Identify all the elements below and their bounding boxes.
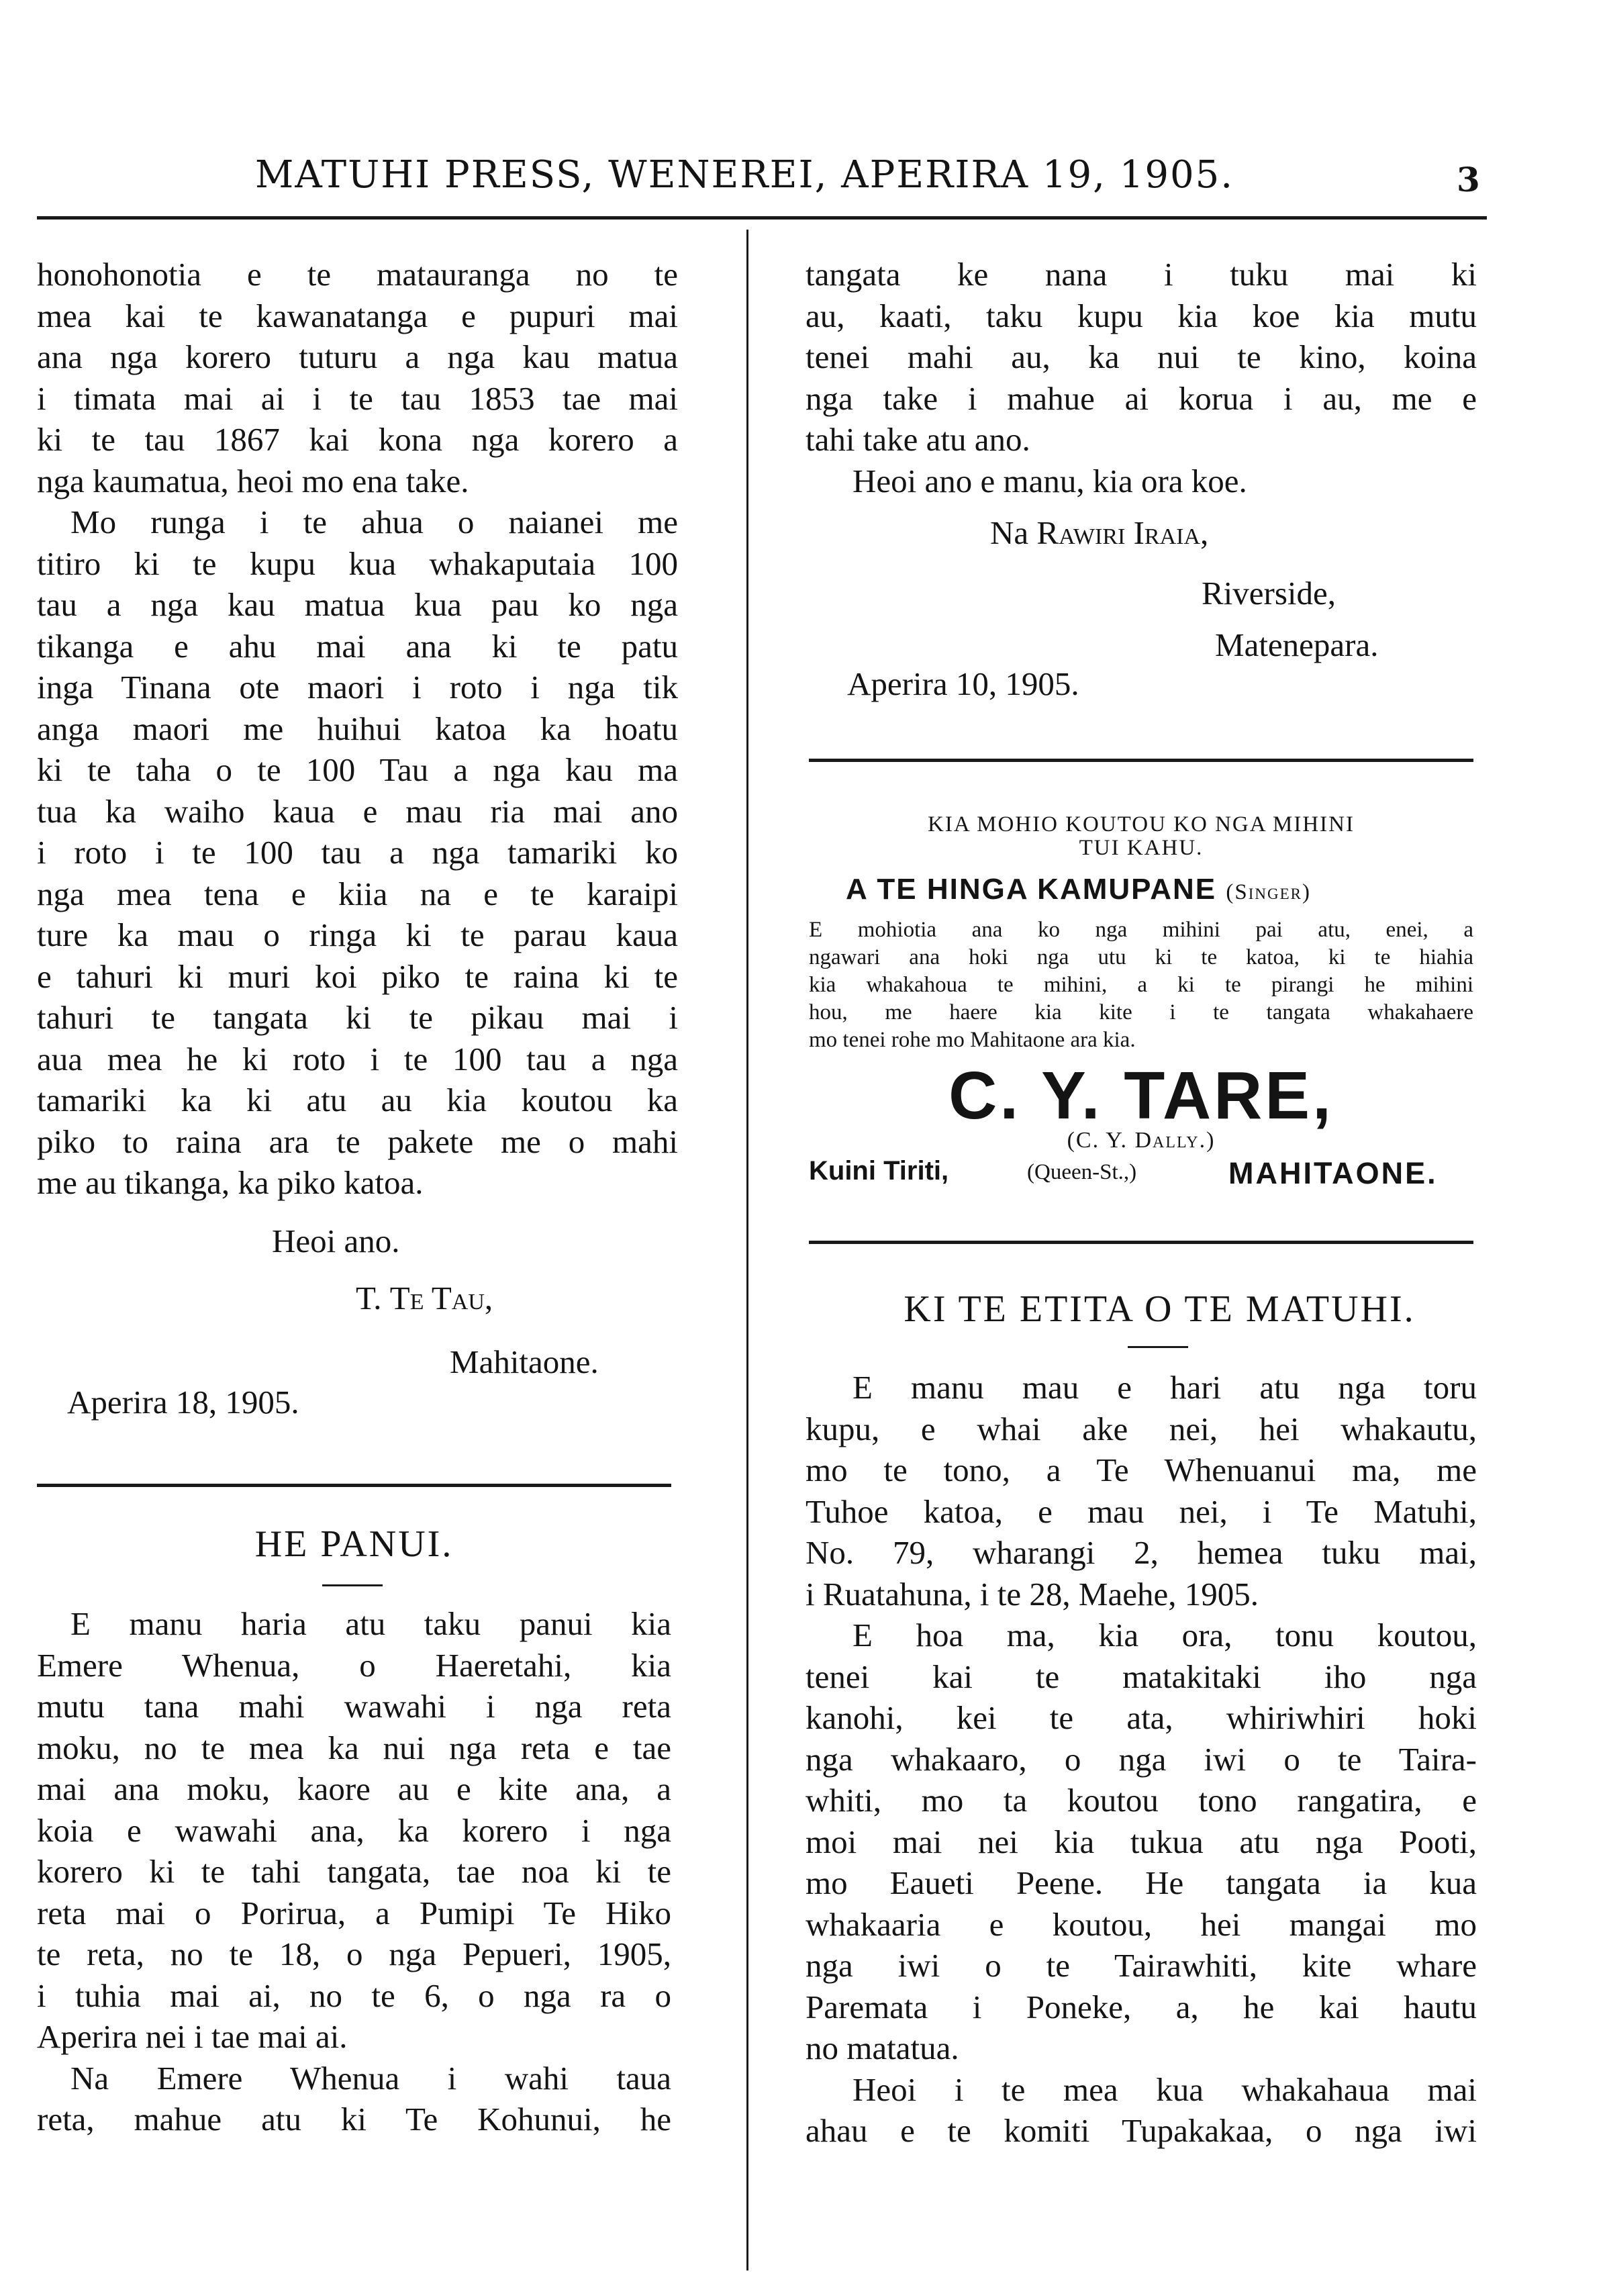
editor-letter-body [806, 1367, 1477, 2152]
closing-text: Heoi ano. [272, 1223, 400, 1259]
advert-street: Kuini Tiriti, [809, 1156, 949, 1186]
page-number: 3 [1457, 160, 1480, 199]
right-letter-para1 [806, 254, 1477, 461]
text-line: Mo runga i te ahua o naianei me [70, 504, 678, 540]
advert-agent-name: C. Y. TARE, [948, 1058, 1334, 1133]
text-line: ngawari ana hoki nga utu ki te katoa, ki te hiahia [809, 945, 1473, 969]
text-line: nga iwi o te Tairawhiti, kite whare [806, 1947, 1477, 1984]
editor-letter-heading: KI TE ETITA O TE MATUHI. [904, 1288, 1416, 1330]
column-divider [746, 230, 748, 2270]
company-note: (Singer) [1226, 880, 1311, 904]
advert-company [846, 873, 1311, 906]
signature-prefix: Na [990, 514, 1029, 551]
signature-place: Riverside, [1202, 575, 1336, 612]
left-letter-para2 [37, 501, 678, 1204]
page-header: MATUHI PRESS, WENEREI, APERIRA 19, 1905. [255, 153, 1234, 197]
text-line: whakaaria e koutou, hei mangai mo [806, 1905, 1477, 1943]
text-line: tikanga e ahu mai ana ki te patu [37, 627, 678, 665]
text-line: moku, no te mea ka nui nga reta e tae [37, 1729, 671, 1766]
text-line: nga take i mahue ai korua i au, me e [806, 379, 1477, 417]
text-line: nga kaumatua, heoi mo ena take. [37, 462, 469, 499]
text-line: kia whakahoua te mihini, a ki te pirangi he mihini [809, 973, 1473, 997]
advert-agent-english: (C. Y. Dally.) [1067, 1128, 1216, 1153]
text-line: aua mea he ki roto i te 100 tau a nga [37, 1040, 678, 1078]
text-line: inga Tinana ote maori i roto i nga tik [37, 669, 678, 706]
text-line: ki te tau 1867 kai kona nga korero a [37, 421, 678, 458]
text-line: tenei mahi au, ka nui te kino, koina [806, 338, 1477, 375]
panui-heading: HE PANUI. [254, 1523, 454, 1565]
signature-prefix: T. [356, 1280, 382, 1317]
text-line: ki te taha o te 100 Tau a nga kau ma [37, 751, 678, 788]
text-line: korero ki te tahi tangata, tae noa ki te [37, 1853, 671, 1890]
letter-signature [356, 1279, 493, 1317]
panui-body [37, 1603, 671, 2140]
section-divider [37, 1484, 671, 1487]
text-line: piko to raina ara te pakete me o mahi [37, 1122, 678, 1160]
text-line: Aperira nei i tae mai ai. [37, 2018, 348, 2055]
advert-headline: KIA MOHIO KOUTOU KO NGA MIHINI [928, 812, 1355, 836]
left-letter-body [37, 254, 678, 1204]
text-line: nga mea tena e kiia na e te karaipi [37, 875, 678, 912]
text-line: i tuhia mai ai, no te 6, o nga ra o [37, 1976, 671, 2014]
advert-headline: TUI KAHU. [1079, 836, 1204, 860]
text-line: mutu tana mahi wawahi i nga reta [37, 1688, 671, 1725]
text-line: Emere Whenua, o Haeretahi, kia [37, 1646, 671, 1684]
text-line: mo tenei rohe mo Mahitaone ara kia. [809, 1028, 1136, 1052]
signature-name: Rawiri Iraia, [1036, 514, 1209, 551]
text-line: E mohiotia ana ko nga mihini pai atu, enei, a [809, 918, 1473, 942]
text-line: tau a nga kau matua kua pau ko nga [37, 586, 678, 623]
text-line: E manu mau e hari atu nga toru [853, 1369, 1477, 1406]
left-letter-para1 [37, 254, 678, 501]
header-rule [37, 216, 1487, 220]
text-line: i roto i te 100 tau a nga tamariki ko [37, 834, 678, 871]
text-line: ture ka mau o ringa ki te parau kaua [37, 916, 678, 953]
heading-underline [322, 1584, 383, 1586]
text-line: honohonotia e te matauranga no te [37, 256, 678, 293]
text-line: E hoa ma, kia ora, tonu koutou, [853, 1617, 1477, 1654]
editor-letter-para2 [806, 1615, 1477, 2069]
advert-street-english: (Queen-St.,) [1027, 1160, 1137, 1184]
text-line: ahau e te komiti Tupakakaa, o nga iwi [806, 2112, 1477, 2149]
text-line: kupu, e whai ake nei, hei whakautu, [806, 1410, 1477, 1447]
text-line: Heoi i te mea kua whakahaua mai [853, 2070, 1477, 2108]
text-line: i Ruatahuna, i te 28, Maehe, 1905. [806, 1575, 1259, 1613]
text-line: mo Eaueti Peene. He tangata ia kua [806, 1864, 1477, 1901]
right-letter-signature [990, 514, 1208, 552]
text-line: i timata mai ai i te tau 1853 tae mai [37, 379, 678, 417]
text-line: mea kai te kawanatanga e pupuri mai [37, 297, 678, 334]
section-divider [809, 759, 1473, 762]
text-line: whiti, mo ta koutou tono rangatira, e [806, 1782, 1477, 1819]
editor-letter-para1 [806, 1367, 1477, 1615]
letter-date: Aperira 18, 1905. [67, 1384, 299, 1421]
advert-body [809, 916, 1473, 1054]
section-divider [809, 1241, 1473, 1244]
text-line: hou, me haere kia kite i te tangata whakahaere [809, 1000, 1473, 1024]
panui-para1 [37, 1603, 671, 2058]
text-line: kanohi, kei te ata, whiriwhiri hoki [806, 1699, 1477, 1736]
text-line: me au tikanga, ka piko katoa. [37, 1164, 424, 1201]
panui-para2 [37, 2058, 671, 2140]
text-line: nga whakaaro, o nga iwi o te Taira- [806, 1740, 1477, 1778]
heading-underline [1128, 1346, 1188, 1348]
text-line: e tahuri ki muri koi piko te raina ki te [37, 957, 678, 995]
text-line: reta, mahue atu ki Te Kohunui, he [37, 2101, 671, 2138]
company-name: A TE HINGA KAMUPANE [846, 873, 1217, 906]
letter-date: Aperira 10, 1905. [847, 665, 1079, 702]
signature-place: Mahitaone. [450, 1343, 599, 1380]
text-line: titiro ki te kupu kua whakaputaia 100 [37, 544, 678, 582]
text-line: E manu haria atu taku panui kia [70, 1605, 671, 1642]
text-line: no matatua. [806, 2029, 959, 2066]
text-line: au, kaati, taku kupu kia koe kia mutu [806, 297, 1477, 334]
text-line: tenei kai te matakitaki iho nga [806, 1658, 1477, 1695]
text-line: koia e wawahi ana, ka korero i nga [37, 1811, 671, 1849]
signature-name: Te Tau, [389, 1280, 493, 1317]
text-line: ana nga korero tuturu a nga kau matua [37, 338, 678, 375]
text-line: Paremata i Poneke, a, he kai hautu [806, 1988, 1477, 2025]
text-line: Tuhoe katoa, e mau nei, i Te Matuhi, [806, 1492, 1477, 1530]
text-line: moi mai nei kia tukua atu nga Pooti, [806, 1823, 1477, 1860]
right-letter-body [806, 254, 1477, 501]
text-line: tamariki ka ki atu au kia koutou ka [37, 1082, 678, 1118]
text-line: Na Emere Whenua i wahi taua [70, 2059, 671, 2097]
text-line: No. 79, wharangi 2, hemea tuku mai, [806, 1534, 1477, 1571]
text-line: reta mai o Porirua, a Pumipi Te Hiko [37, 1894, 671, 1931]
text-line: tua ka waiho kaua e mau ria mai ano [37, 792, 678, 830]
text-line: mo te tono, a Te Whenuanui ma, me [806, 1451, 1477, 1488]
signature-place: Matenepara. [1215, 626, 1379, 663]
text-line: te reta, no te 18, o nga Pepueri, 1905, [37, 1935, 671, 1972]
text-line: tahuri te tangata ki te pikau mai i [37, 999, 678, 1036]
right-letter-para2 [806, 461, 1477, 502]
text-line: mai ana moku, kaore au e kite ana, a [37, 1770, 671, 1807]
text-line: tangata ke nana i tuku mai ki [806, 256, 1477, 293]
text-line: Heoi ano e manu, kia ora koe. [853, 462, 1247, 499]
advert-town: MAHITAONE. [1228, 1156, 1438, 1190]
text-line: tahi take atu ano. [806, 421, 1030, 458]
editor-letter-para3 [806, 2069, 1477, 2152]
text-line: anga maori me huihui katoa ka hoatu [37, 710, 678, 747]
